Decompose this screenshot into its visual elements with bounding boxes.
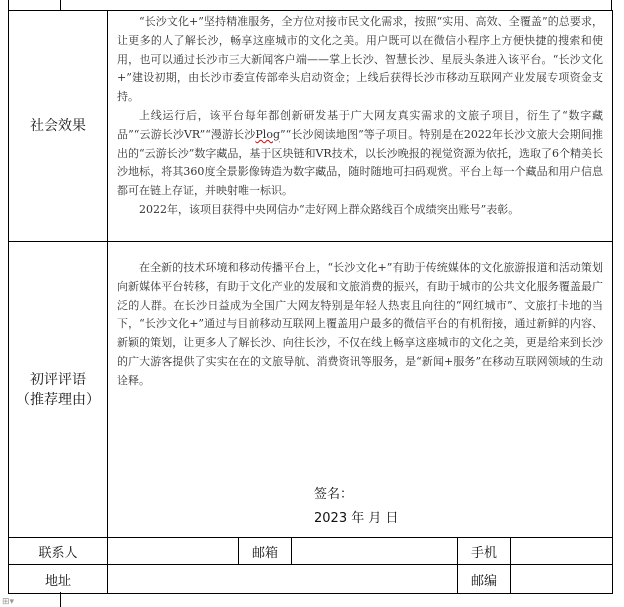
social-effect-paragraph-3: 2022年，该项目获得中央网信办“走好网上群众路线百个成绩突出账号”表彰。 (139, 202, 520, 216)
social-effect-row (9, 11, 613, 242)
spellcheck-underlined-word: Plog (255, 127, 280, 141)
initial-review-content[interactable] (108, 242, 613, 538)
initial-review-label-line2: （推荐理由） (16, 391, 100, 408)
signature-date: 2023 年 月 日 (314, 511, 399, 526)
contact-row (9, 538, 613, 565)
application-form-table (8, 10, 613, 594)
postcode-field[interactable] (511, 565, 613, 594)
signature-label: 签名： (314, 487, 354, 502)
social-effect-content[interactable] (108, 11, 613, 242)
address-field[interactable] (108, 565, 458, 594)
postcode-label: 邮编 (458, 565, 511, 594)
initial-review-paragraph: 在全新的技术环境和移动传播平台上，“长沙文化+”有助于传统媒体的文化旅游报道和活动策划向新媒体平台转移，有助于文化产业的发展和文旅消费的振兴，有助于城市的公共文化服务覆盖最广泛的人群。在长沙日益成为全国广大网友特别是年轻人热衷且向往的“网红城市”、文旅打卡地的当下，“长沙文化+”通过与目前移动互联网上覆盖用户最多的微信平台的有机衔接，通过新鲜的内容、新颖的策划，让更多人了解长沙、向往长沙，不仅在线上畅享这座城市的文化之美，更是给来到长沙的广大游客提供了实实在在的文旅导航、消费资讯等服务，是“新闻+服务”在移动互联网领域的生动诠释。 (117, 261, 604, 387)
initial-review-row (9, 242, 613, 538)
contact-person-field[interactable] (108, 538, 239, 565)
email-field[interactable] (292, 538, 458, 565)
address-row (9, 565, 613, 594)
contact-person-label: 联系人 (9, 538, 108, 565)
social-effect-paragraph-2: 上线运行后，该平台每年都创新研发基于广大网友真实需求的文旅子项目，衍生了“数字藏品”“云游长沙VR”“漫游长沙Plog”“长沙阅读地图”等子项目。特别是在2022年长沙文旅大会期间推出的“云游长沙”数字藏品，基于区块链和VR技术，以长沙晚报的视觉资源为依托，选取了6个精美长沙地标，将其360度全景影像铸造为数字藏品，随时随地可扫码观赏。平台上每一个藏品和用户信息都可在链上存证，并映射唯一标识。 (117, 108, 604, 198)
initial-review-label (9, 242, 108, 538)
social-effect-label: 社会效果 (9, 11, 108, 242)
text-cursor (60, 592, 61, 607)
table-move-handle-icon[interactable]: ⊞▾ (2, 597, 15, 607)
phone-label: 手机 (458, 538, 511, 565)
phone-field[interactable] (511, 538, 613, 565)
social-effect-paragraph-1: “长沙文化+”坚持精准服务，全方位对接市民文化需求，按照“实用、高效、全覆盖”的总要求，让更多的人了解长沙，畅享这座城市的文化之美。用户既可以在微信小程序上方便快捷的搜索和使用，也可以通过长沙市三大新闻客户端——掌上长沙、智慧长沙、星辰头条进入该平台。“长沙文化+”建设初期，由长沙市委宣传部牵头启动资金；上线后获得长沙市移动互联网产业发展专项资金支持。 (117, 15, 604, 104)
address-label: 地址 (9, 565, 108, 594)
previous-table-edge (8, 0, 612, 10)
email-label: 邮箱 (239, 538, 292, 565)
initial-review-label-line1: 初评评语 (30, 371, 86, 388)
column-divider (60, 0, 61, 10)
